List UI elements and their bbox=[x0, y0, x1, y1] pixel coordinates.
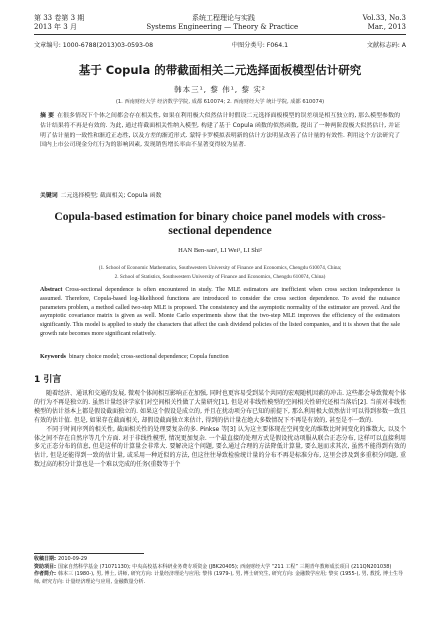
english-affiliation-2: 2. School of Statistics, Southwestern University of Finance and Economics, Chengdu 610074, China) bbox=[114, 273, 326, 280]
footnote-text: 国家自然科学基金 (71071130); 中央高校基本科研业务费专项资金 (JBK20405); 西南财经大学 “211 工程” 三期青年教师成长项目 (211QN201038) bbox=[58, 563, 392, 570]
chinese-abstract-label: 摘 要 bbox=[40, 113, 55, 119]
header-journal-cn: 系统工程理论与实践 bbox=[191, 14, 255, 22]
header-date: 2013 年 3 月 bbox=[34, 23, 77, 31]
footnotes bbox=[34, 556, 406, 586]
header-divider bbox=[34, 34, 406, 35]
running-header bbox=[34, 14, 406, 32]
english-abstract-text: Cross-sectional dependence is often encountered in study. The MLE estimators are inefficient when cross section independence is assumed. Therefore, Copula-based log-likelihood functions are introduced to consider the cross section dependence. To avoid the nuisance parameters problem, a method called two-step MLE is proposed. The consistency and the asymptotic normality of the estimator are proved. And the asymptotic covariance matrix is given as well. Monte Carlo experiments show that the two-step MLE improves the efficiency of the estimators significantly. This model is applied to study the characters that affect the cash dividend policies of the listed companies, and it is shown that the sale growth rate becomes more significant relatively. bbox=[40, 287, 400, 337]
english-abstract bbox=[40, 286, 400, 339]
footnote-authors bbox=[34, 571, 406, 586]
chinese-keywords-text: 二元选择模型; 截面相关; Copula 函数 bbox=[60, 193, 162, 199]
body-text bbox=[34, 390, 406, 470]
chinese-abstract bbox=[40, 112, 400, 151]
chinese-affiliation: (1. 西南财经大学 经济数学学院, 成都 610074; 2. 西南财经大学 统计学院, 成都 610074) bbox=[115, 99, 325, 105]
footnote-label: 作者简介: bbox=[34, 571, 56, 578]
footnote-divider bbox=[34, 553, 144, 554]
header-volume-en: Vol.33, No.3 bbox=[362, 14, 406, 22]
chinese-abstract-text: 在很多情况下个体之间都会存在相关性, 如果在利用极大似然估计时假设二元选择面板模型的误差项是相互独立的, 那么模型参数的估计结果将不再是有效的. 为此, 通过将截面相关性纳入模型, 构建了基于 Copula 函数的似然函数, 提出了一种两阶段极大似然估计, 并证明了估计量的一致性和渐近正态性, 以及方差的渐近形式. 蒙特卡罗模拟表明新的估计方法明显改善了估计量的有效性. 利用这个方法研究了国内上市公司现金分红行为的影响因素, 发现销售增长率由不显著变得较为显著. bbox=[40, 113, 400, 149]
footnote-label: 资助项目: bbox=[34, 563, 56, 570]
article-metadata bbox=[34, 40, 406, 49]
footnote-label: 收稿日期: bbox=[34, 556, 56, 562]
header-volume: 第 33 卷第 3 期 bbox=[34, 14, 85, 22]
header-date-en: Mar., 2013 bbox=[367, 23, 406, 31]
english-affiliation-1: (1. School of Economic Mathematics, Southwestern University of Finance and Economics, Chengdu 610074, China; bbox=[98, 265, 342, 271]
footnote-received bbox=[34, 556, 406, 564]
chinese-keywords bbox=[40, 190, 400, 199]
english-title: Copula-based estimation for binary choice panel models with cross-sectional dependence bbox=[54, 211, 386, 237]
english-keywords bbox=[40, 354, 400, 360]
chinese-title: 基于 Copula 的带截面相关二元选择面板模型估计研究 bbox=[78, 63, 362, 77]
english-authors: HAN Ben-san¹, LI Wei¹, LI Shi² bbox=[178, 247, 262, 254]
section-heading-introduction: 1 引言 bbox=[34, 375, 62, 385]
clc-number: 中图分类号: F064.1 bbox=[231, 42, 289, 49]
article-id: 文章编号: 1000-6788(2013)03-0593-08 bbox=[34, 42, 154, 49]
chinese-authors: 韩本三¹, 黎 伟¹, 黎 实² bbox=[174, 85, 266, 94]
body-paragraph: 随着经济、通讯和交通的发展, 微观个体间相互影响正在加强, 同时也更容易受到某个共同的宏观随机因素的冲击. 这些都会导致微观个体的行为不再是独立的. 虽然计量经济学家们对空间相关性做了大量研究[1], 但是对非线性模型的空间相关性研究还相当落后[2]. 当前对非线性模型的估计基本上都是假设截面独立的. 如果这个假设是成立的, 并且在扰动项分布已知的前提下, 那么利用极大似然估计可以得到参数一致且有效的估计值. 但是, 如果存在截面相关, 却假设截面独立来估计, 得到的估计量在绝大多数情况下不再是有效的, 甚至是不一致的. bbox=[34, 390, 406, 424]
body-paragraph: 不同于时间序列的相关性, 截面相关性的处理要复杂的多. Pinkse 等[3] 认为这主要体现在空间变化的维数比时间变化的维数大, 以及个体之间不存在自然序等几个方面. 对于非线性模型, 情况更加复杂. 一个最直接的处理方式是假设扰动项服从联合正态分布, 这样可以直接利用多元正态分布的信息, 但是这样的计算量会非常大. 要解决这个问题, 要么通过合理的方法降低计算量, 要么退而求其次, 虽然不能得到有效的估计, 但是还能得到一致的估计量, 或采用一种近似的方法, 但这往往导致检验统计量的分布不再是标准分布, 这里会涉及到多重积分问题, 重数过高的积分计算也是一个难以完成的任务(重数等于个 bbox=[34, 425, 406, 469]
english-abstract-label: Abstract bbox=[40, 287, 63, 293]
english-keywords-label: Keywords bbox=[40, 354, 66, 360]
english-affiliation bbox=[40, 264, 400, 281]
chinese-keywords-label: 关键词 bbox=[40, 193, 58, 199]
header-journal-en: Systems Engineering — Theory & Practice bbox=[146, 23, 299, 31]
document-code: 文献标志码: A bbox=[366, 42, 406, 49]
footnote-text: 2010-09-29 bbox=[58, 556, 88, 562]
footnote-text: 韩本三 (1980-), 男, 博士, 讲师, 研究方向: 计量经济理论与应用; 黎伟 (1979-), 男, 博士研究生, 研究方向: 金融数学应用; 黎实 (1955-), 男, 教授, 博士生导师, 研究方向: 计量经济理论与应用, 金融数量分析. bbox=[34, 571, 403, 585]
english-keywords-text: binary choice model; cross-sectional dependence; Copula function bbox=[69, 354, 229, 360]
